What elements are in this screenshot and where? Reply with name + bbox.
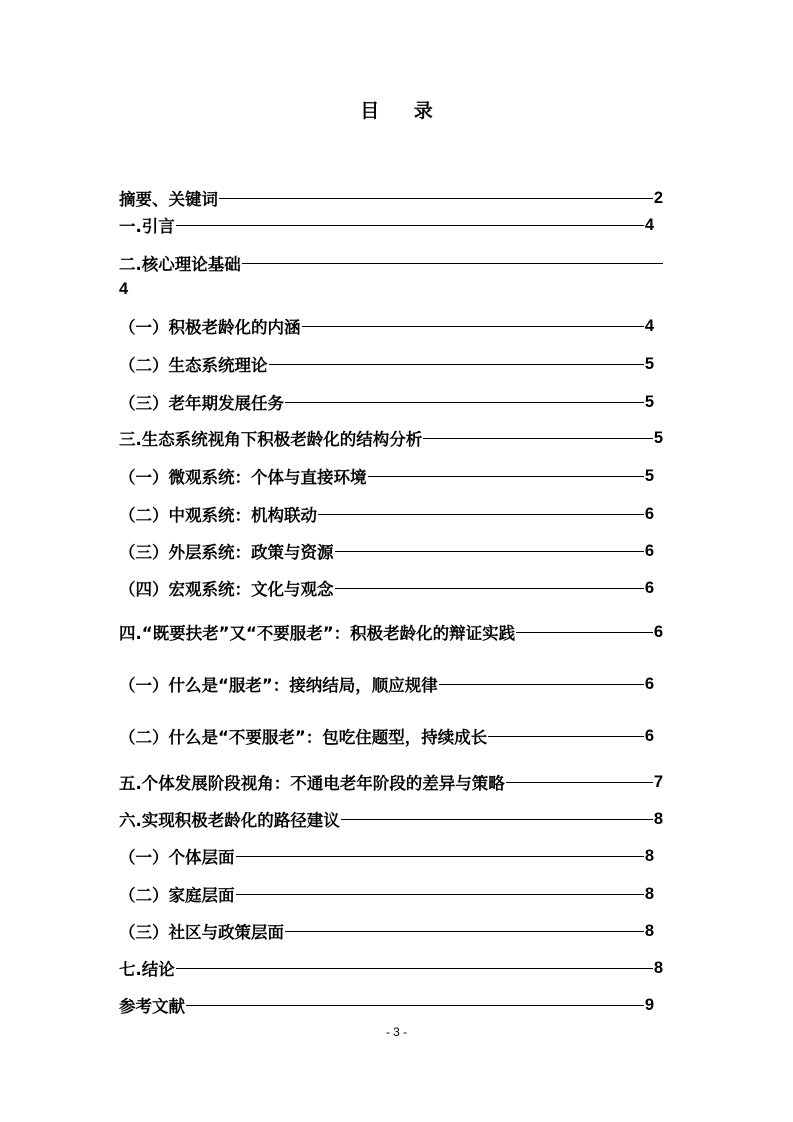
toc-entry-page: 2 — [653, 188, 663, 207]
toc-entry-page: 4 — [644, 215, 654, 234]
toc-entry-label: 三.生态系统视角下积极老龄化的结构分析 — [119, 430, 423, 449]
toc-entry-label: （一）个体层面 — [119, 848, 235, 867]
toc-entry-page: 4 — [644, 316, 654, 335]
toc-entry-structure-1[interactable] — [119, 465, 654, 487]
toc-leader-line — [423, 438, 653, 439]
toc-entry-page: 5 — [644, 354, 654, 373]
toc-entry-dialectic-2[interactable] — [119, 725, 654, 747]
toc-entry-theory-3[interactable] — [119, 391, 654, 413]
toc-entry-page: 6 — [644, 504, 654, 523]
toc-entry-page: 6 — [653, 622, 663, 641]
toc-entry-structure-4[interactable] — [119, 577, 654, 599]
toc-entry-label: （二）什么是“不要服老”：包吃住题型，持续成长 — [119, 728, 488, 747]
toc-leader-line — [439, 684, 644, 685]
toc-entry-page: 6 — [644, 674, 654, 693]
toc-leader-line — [285, 931, 644, 932]
toc-entry-dialectic-1[interactable] — [119, 673, 654, 695]
toc-entry-page: 8 — [653, 809, 663, 828]
toc-entry-introduction[interactable] — [119, 214, 654, 236]
toc-entry-page: 4 — [119, 280, 129, 298]
toc-entry-label: 五.个体发展阶段视角：不通电老年阶段的差异与策略 — [119, 774, 505, 793]
toc-entry-page: 8 — [653, 958, 663, 977]
toc-leader-line — [176, 968, 653, 969]
toc-entry-label: 六.实现积极老龄化的路径建议 — [119, 811, 340, 830]
toc-entry-page: 8 — [644, 921, 654, 940]
toc-entry-paths[interactable] — [119, 808, 663, 830]
toc-entry-paths-2[interactable] — [119, 883, 654, 905]
toc-entry-label: 七.结论 — [119, 960, 175, 979]
toc-entry-abstract[interactable] — [119, 187, 663, 209]
toc-entry-label: （三）社区与政策层面 — [119, 923, 284, 942]
toc-entry-references[interactable] — [119, 994, 654, 1016]
toc-leader-line — [335, 588, 644, 589]
toc-leader-line — [302, 326, 644, 327]
toc-entry-label: （一）微观系统：个体与直接环境 — [119, 468, 367, 487]
toc-entry-label: （二）中观系统：机构联动 — [119, 506, 317, 525]
toc-entry-page: 5 — [644, 392, 654, 411]
toc-entry-label: 摘要、关键词 — [119, 190, 218, 209]
toc-entry-label: 四.“既要扶老”又“不要服老”：积极老龄化的辩证实践 — [119, 624, 516, 643]
toc-entry-page: 6 — [644, 726, 654, 745]
toc-entry-page: 5 — [644, 466, 654, 485]
toc-entry-label: （三）外层系统：政策与资源 — [119, 543, 334, 562]
toc-entry-page: 8 — [644, 846, 654, 865]
toc-leader-line — [285, 402, 644, 403]
toc-entry-structure-3[interactable] — [119, 540, 654, 562]
toc-entry-conclusion[interactable] — [119, 957, 663, 979]
toc-leader-line — [368, 476, 644, 477]
toc-entry-structure[interactable] — [119, 427, 663, 449]
toc-entry-page: 7 — [653, 772, 663, 791]
toc-entry-theory[interactable] — [119, 252, 664, 274]
toc-leader-line — [236, 894, 644, 895]
toc-entry-page: 9 — [644, 995, 654, 1014]
toc-entry-page: 6 — [644, 541, 654, 560]
toc-leader-line — [269, 364, 644, 365]
toc-leader-line — [219, 198, 653, 199]
toc-leader-line — [506, 782, 653, 783]
toc-entry-label: （一）什么是“服老”：接纳结局，顺应规律 — [119, 676, 438, 695]
toc-entry-paths-3[interactable] — [119, 920, 654, 942]
toc-entry-theory-2[interactable] — [119, 353, 654, 375]
toc-leader-line — [488, 736, 644, 737]
toc-entry-page: 5 — [653, 428, 663, 447]
toc-entry-label: （二）生态系统理论 — [119, 356, 268, 375]
toc-entry-label: （三）老年期发展任务 — [119, 394, 284, 413]
toc-leader-line — [516, 632, 653, 633]
toc-leader-line — [186, 1005, 644, 1006]
toc-leader-line — [318, 514, 644, 515]
toc-leader-line — [341, 819, 653, 820]
toc-entry-page: 8 — [644, 884, 654, 903]
toc-entry-label: 参考文献 — [119, 997, 185, 1016]
toc-entry-dialectic[interactable] — [119, 621, 663, 643]
toc-leader-line — [335, 551, 644, 552]
toc-leader-line — [242, 263, 663, 264]
toc-entry-label: 一.引言 — [119, 217, 175, 236]
toc-entry-stages[interactable] — [119, 771, 663, 793]
toc-leader-line — [236, 856, 644, 857]
toc-entry-structure-2[interactable] — [119, 503, 654, 525]
page-number-footer: - 3 - — [385, 1025, 408, 1039]
toc-leader-line — [176, 225, 644, 226]
toc-entry-theory-1[interactable] — [119, 315, 654, 337]
toc-entry-label: 二.核心理论基础 — [119, 255, 241, 274]
toc-entry-label: （二）家庭层面 — [119, 886, 235, 905]
toc-title: 目 录 — [360, 100, 447, 122]
toc-entry-label: （四）宏观系统：文化与观念 — [119, 580, 334, 599]
toc-entry-page: 6 — [644, 578, 654, 597]
toc-entry-paths-1[interactable] — [119, 845, 654, 867]
toc-entry-label: （一）积极老龄化的内涵 — [119, 318, 301, 337]
